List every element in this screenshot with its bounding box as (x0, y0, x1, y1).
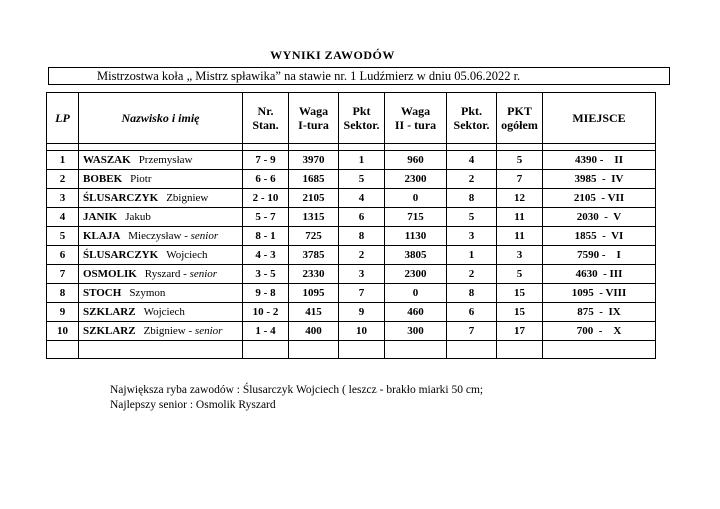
cell-lp: 3 (47, 189, 79, 208)
cell-place: 875 - IX (543, 303, 656, 322)
header-pkt-total: PKT ogółem (497, 93, 543, 144)
header-lp: LP (47, 93, 79, 144)
surname: OSMOLIK (83, 268, 137, 280)
surname: STOCH (83, 287, 122, 299)
header-row (47, 93, 656, 144)
empty-row (47, 341, 656, 359)
cell-waga1: 725 (289, 227, 339, 246)
cell-total: 17 (497, 322, 543, 341)
cell-pkt1: 4 (339, 189, 385, 208)
cell-waga1: 1315 (289, 208, 339, 227)
cell-pkt2: 5 (447, 208, 497, 227)
cell-lp: 7 (47, 265, 79, 284)
cell-waga2: 960 (385, 151, 447, 170)
cell-name (79, 265, 243, 284)
cell-name (79, 189, 243, 208)
first-name: Szymon (129, 287, 166, 299)
cell-pkt2: 8 (447, 284, 497, 303)
cell-waga2: 2300 (385, 170, 447, 189)
cell-stan: 4 - 3 (243, 246, 289, 265)
cell-place: 7590 - I (543, 246, 656, 265)
cell-stan: 6 - 6 (243, 170, 289, 189)
cell-pkt2: 3 (447, 227, 497, 246)
cell-total: 5 (497, 265, 543, 284)
table-row (47, 246, 656, 265)
cell-place: 4390 - II (543, 151, 656, 170)
cell-stan: 9 - 8 (243, 284, 289, 303)
cell-waga1: 2330 (289, 265, 339, 284)
surname: ŚLUSARCZYK (83, 249, 159, 261)
surname: WASZAK (83, 154, 131, 166)
cell-place: 2030 - V (543, 208, 656, 227)
cell-lp: 10 (47, 322, 79, 341)
table-row (47, 322, 656, 341)
cell-pkt1: 9 (339, 303, 385, 322)
first-name: Mieczysław (128, 230, 182, 242)
cell-pkt2: 6 (447, 303, 497, 322)
cell-waga2: 460 (385, 303, 447, 322)
cell-name (79, 303, 243, 322)
cell-total: 3 (497, 246, 543, 265)
cell-pkt2: 8 (447, 189, 497, 208)
cell-lp: 5 (47, 227, 79, 246)
cell-stan: 10 - 2 (243, 303, 289, 322)
cell-waga2: 300 (385, 322, 447, 341)
senior-note: - senior (184, 230, 219, 242)
cell-name (79, 151, 243, 170)
cell-lp: 8 (47, 284, 79, 303)
cell-place: 4630 - III (543, 265, 656, 284)
cell-total: 12 (497, 189, 543, 208)
competition-subtitle: Mistrzostwa koła „ Mistrz spławika” na stawie nr. 1 Ludźmierz w dniu 05.06.2022 r. (48, 67, 670, 85)
table-row (47, 227, 656, 246)
cell-name (79, 284, 243, 303)
cell-stan: 1 - 4 (243, 322, 289, 341)
cell-pkt1: 8 (339, 227, 385, 246)
cell-pkt1: 3 (339, 265, 385, 284)
first-name: Ryszard (144, 268, 181, 280)
biggest-fish-note: Największa ryba zawodów : Ślusarczyk Wojciech ( leszcz - brakło miarki 50 cm; (110, 384, 484, 396)
cell-waga2: 0 (385, 189, 447, 208)
cell-lp: 4 (47, 208, 79, 227)
cell-pkt1: 2 (339, 246, 385, 265)
cell-waga2: 0 (385, 284, 447, 303)
header-waga2: Waga II - tura (385, 93, 447, 144)
cell-waga1: 3970 (289, 151, 339, 170)
header-place: MIEJSCE (543, 93, 656, 144)
cell-name (79, 208, 243, 227)
cell-pkt1: 6 (339, 208, 385, 227)
cell-waga2: 1130 (385, 227, 447, 246)
table-row (47, 265, 656, 284)
cell-pkt2: 2 (447, 265, 497, 284)
cell-name (79, 227, 243, 246)
table-row (47, 303, 656, 322)
cell-place: 1855 - VI (543, 227, 656, 246)
cell-name (79, 246, 243, 265)
cell-waga2: 3805 (385, 246, 447, 265)
first-name: Przemysław (138, 154, 193, 166)
cell-waga1: 3785 (289, 246, 339, 265)
cell-place: 700 - X (543, 322, 656, 341)
cell-waga2: 2300 (385, 265, 447, 284)
first-name: Zbigniew (166, 192, 209, 204)
cell-name (79, 170, 243, 189)
table-row (47, 208, 656, 227)
surname: JANIK (83, 211, 118, 223)
cell-total: 11 (497, 208, 543, 227)
table-row (47, 151, 656, 170)
table-row (47, 170, 656, 189)
cell-lp: 1 (47, 151, 79, 170)
cell-place: 1095 - VIII (543, 284, 656, 303)
notes (110, 383, 483, 413)
cell-waga1: 1685 (289, 170, 339, 189)
cell-lp: 6 (47, 246, 79, 265)
header-stan: Nr. Stan. (243, 93, 289, 144)
cell-pkt2: 1 (447, 246, 497, 265)
cell-pkt2: 7 (447, 322, 497, 341)
cell-place: 3985 - IV (543, 170, 656, 189)
cell-pkt1: 7 (339, 284, 385, 303)
first-name: Zbigniew (143, 325, 186, 337)
senior-note: - senior (188, 325, 223, 337)
cell-lp: 9 (47, 303, 79, 322)
cell-name (79, 322, 243, 341)
cell-stan: 8 - 1 (243, 227, 289, 246)
surname: SZKLARZ (83, 325, 136, 337)
cell-stan: 3 - 5 (243, 265, 289, 284)
cell-lp: 2 (47, 170, 79, 189)
cell-waga1: 400 (289, 322, 339, 341)
first-name: Wojciech (166, 249, 208, 261)
header-pkt1: Pkt Sektor. (339, 93, 385, 144)
cell-stan: 2 - 10 (243, 189, 289, 208)
cell-pkt2: 4 (447, 151, 497, 170)
cell-total: 7 (497, 170, 543, 189)
first-name: Wojciech (143, 306, 185, 318)
cell-total: 15 (497, 284, 543, 303)
cell-waga1: 415 (289, 303, 339, 322)
surname: BOBEK (83, 173, 123, 185)
cell-place: 2105 - VII (543, 189, 656, 208)
cell-pkt2: 2 (447, 170, 497, 189)
table-row (47, 189, 656, 208)
cell-pkt1: 10 (339, 322, 385, 341)
header-pkt2: Pkt. Sektor. (447, 93, 497, 144)
surname: SZKLARZ (83, 306, 136, 318)
cell-stan: 7 - 9 (243, 151, 289, 170)
cell-pkt1: 1 (339, 151, 385, 170)
cell-waga1: 1095 (289, 284, 339, 303)
header-waga1: Waga I-tura (289, 93, 339, 144)
cell-waga1: 2105 (289, 189, 339, 208)
senior-note: - senior (183, 268, 218, 280)
header-name: Nazwisko i imię (79, 93, 243, 144)
cell-pkt1: 5 (339, 170, 385, 189)
cell-stan: 5 - 7 (243, 208, 289, 227)
spacer-row (47, 144, 656, 151)
surname: ŚLUSARCZYK (83, 192, 159, 204)
results-table (46, 92, 656, 359)
cell-waga2: 715 (385, 208, 447, 227)
first-name: Jakub (125, 211, 151, 223)
table-row (47, 284, 656, 303)
cell-total: 11 (497, 227, 543, 246)
surname: KLAJA (83, 230, 121, 242)
best-senior-note: Najlepszy senior : Osmolik Ryszard (110, 399, 276, 411)
first-name: Piotr (130, 173, 152, 185)
cell-total: 5 (497, 151, 543, 170)
cell-total: 15 (497, 303, 543, 322)
page-title: WYNIKI ZAWODÓW (270, 48, 395, 62)
